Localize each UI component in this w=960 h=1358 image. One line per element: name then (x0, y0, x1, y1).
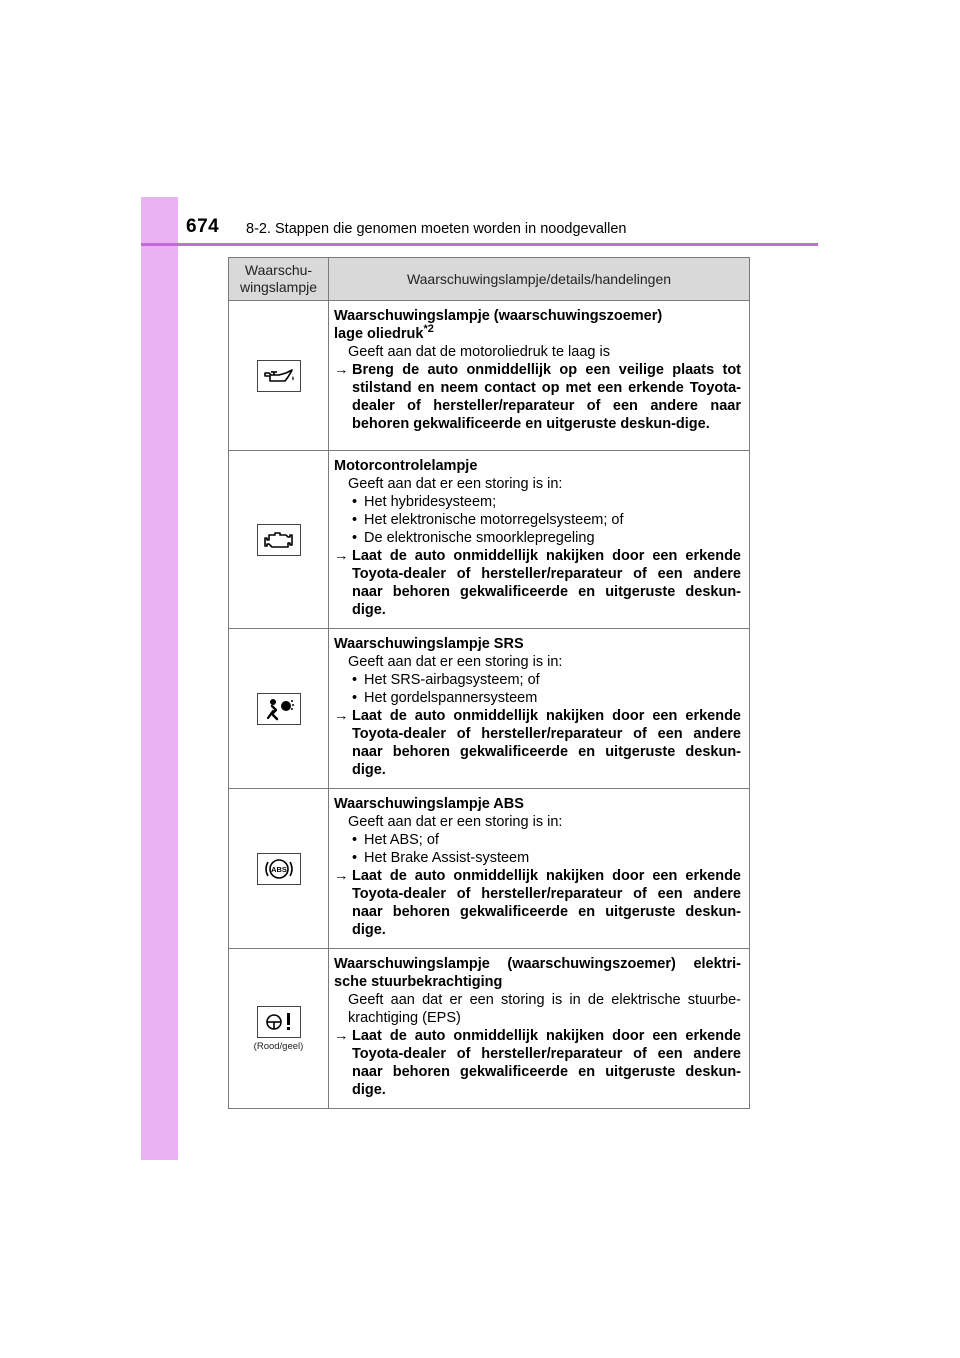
page-number: 674 (186, 216, 220, 237)
lamp-description: Geeft aan dat er een storing is in: (348, 476, 563, 492)
list-item: • Het elektronische motorregelsysteem; of (352, 511, 741, 529)
table-header-row (229, 258, 750, 301)
list-item: • Het Brake Assist-systeem (352, 849, 741, 867)
bullet-list (334, 493, 741, 547)
lamp-description: Geeft aan dat er een storing is in: (348, 654, 563, 670)
lamp-title: Waarschuwingslampje ABS (334, 796, 524, 812)
header-description: Waarschuwingslampje/details/handelingen (329, 258, 750, 301)
section-title: 8-2. Stappen die genomen moeten worden in noodgevallen (246, 221, 627, 237)
side-color-band (141, 197, 178, 1160)
lamp-action-text: Laat de auto onmiddellijk nakijken door een erkende Toyota-dealer of hersteller/reparateur of een andere naar behoren gekwalificeerde en uitgeruste deskun-dige. (352, 1028, 741, 1098)
header-lamp (229, 258, 329, 301)
lamp-title: Motorcontrolelampje (334, 458, 478, 474)
list-item: • Het SRS-airbagsysteem; of (352, 671, 741, 689)
lamp-action (334, 547, 741, 619)
abs-icon (257, 853, 301, 885)
lamp-description: Geeft aan dat er een storing is in: (348, 814, 563, 830)
bullet-list (334, 831, 741, 867)
lamp-title: Waarschuwingslampje (waarschuwingszoemer) elektri-sche stuurbekrachtiging (334, 956, 741, 990)
lamp-action (334, 361, 741, 433)
oil-can-icon (257, 360, 301, 392)
lamp-action (334, 867, 741, 939)
lamp-cell (229, 451, 329, 629)
lamp-description: Geeft aan dat er een storing is in de elektrische stuurbe-krachtiging (EPS) (348, 992, 741, 1026)
abs-icon-text: ABS (270, 864, 287, 874)
table-row (229, 949, 750, 1109)
warning-lamp-table (228, 257, 750, 1109)
list-item: • Het hybridesysteem; (352, 493, 741, 511)
list-item: • Het gordelspannersysteem (352, 689, 741, 707)
lamp-cell (229, 789, 329, 949)
arrow-icon: → (334, 1028, 349, 1044)
lamp-cell (229, 629, 329, 789)
lamp-description: Geeft aan dat de motoroliedruk te laag is (348, 344, 610, 360)
arrow-icon: → (334, 868, 349, 884)
description-cell (329, 301, 750, 451)
description-cell (329, 789, 750, 949)
lamp-action (334, 707, 741, 779)
arrow-icon: → (334, 548, 349, 564)
lamp-title-line2: lage oliedruk (334, 326, 424, 342)
header-rule (141, 243, 818, 246)
table-row (229, 301, 750, 451)
lamp-action-text: Laat de auto onmiddellijk nakijken door een erkende Toyota-dealer of hersteller/reparateur of een andere naar behoren gekwalificeerde en uitgeruste deskun-dige. (352, 868, 741, 938)
lamp-title (334, 307, 741, 343)
lamp-action-text: Laat de auto onmiddellijk nakijken door een erkende Toyota-dealer of hersteller/reparateur of een andere naar behoren gekwalificeerde en uitgeruste deskun-dige. (352, 708, 741, 778)
engine-icon (257, 524, 301, 556)
list-item: • Het ABS; of (352, 831, 741, 849)
arrow-icon: → (334, 362, 349, 378)
header-lamp-line2: wingslampje (239, 279, 318, 295)
lamp-color-note: (Rood/geel) (253, 1040, 304, 1052)
lamp-action (334, 1027, 741, 1099)
bullet-list (334, 671, 741, 707)
table-row (229, 629, 750, 789)
description-cell (329, 451, 750, 629)
description-cell (329, 949, 750, 1109)
lamp-action-text: Breng de auto onmiddellijk op een veilige plaats tot stilstand en neem contact op met een erkende Toyota-dealer of hersteller/reparateur of een andere naar behoren gekwalificeerde en uitgeruste deskun-dige. (352, 362, 741, 432)
footnote-mark: *2 (423, 323, 434, 336)
lamp-cell (229, 301, 329, 451)
lamp-title-line1: Waarschuwingslampje (waarschuwingszoemer) (334, 308, 663, 324)
lamp-title: Waarschuwingslampje SRS (334, 636, 524, 652)
table-row (229, 451, 750, 629)
lamp-action-text: Laat de auto onmiddellijk nakijken door een erkende Toyota-dealer of hersteller/reparateur of een andere naar behoren gekwalificeerde en uitgeruste deskun-dige. (352, 548, 741, 618)
srs-airbag-icon (257, 693, 301, 725)
lamp-cell (229, 949, 329, 1109)
table-row (229, 789, 750, 949)
steering-wheel-warning-icon (257, 1006, 301, 1038)
header-lamp-line1: Waarschu- (244, 262, 313, 278)
list-item: • De elektronische smoorklepregeling (352, 529, 741, 547)
description-cell (329, 629, 750, 789)
arrow-icon: → (334, 708, 349, 724)
